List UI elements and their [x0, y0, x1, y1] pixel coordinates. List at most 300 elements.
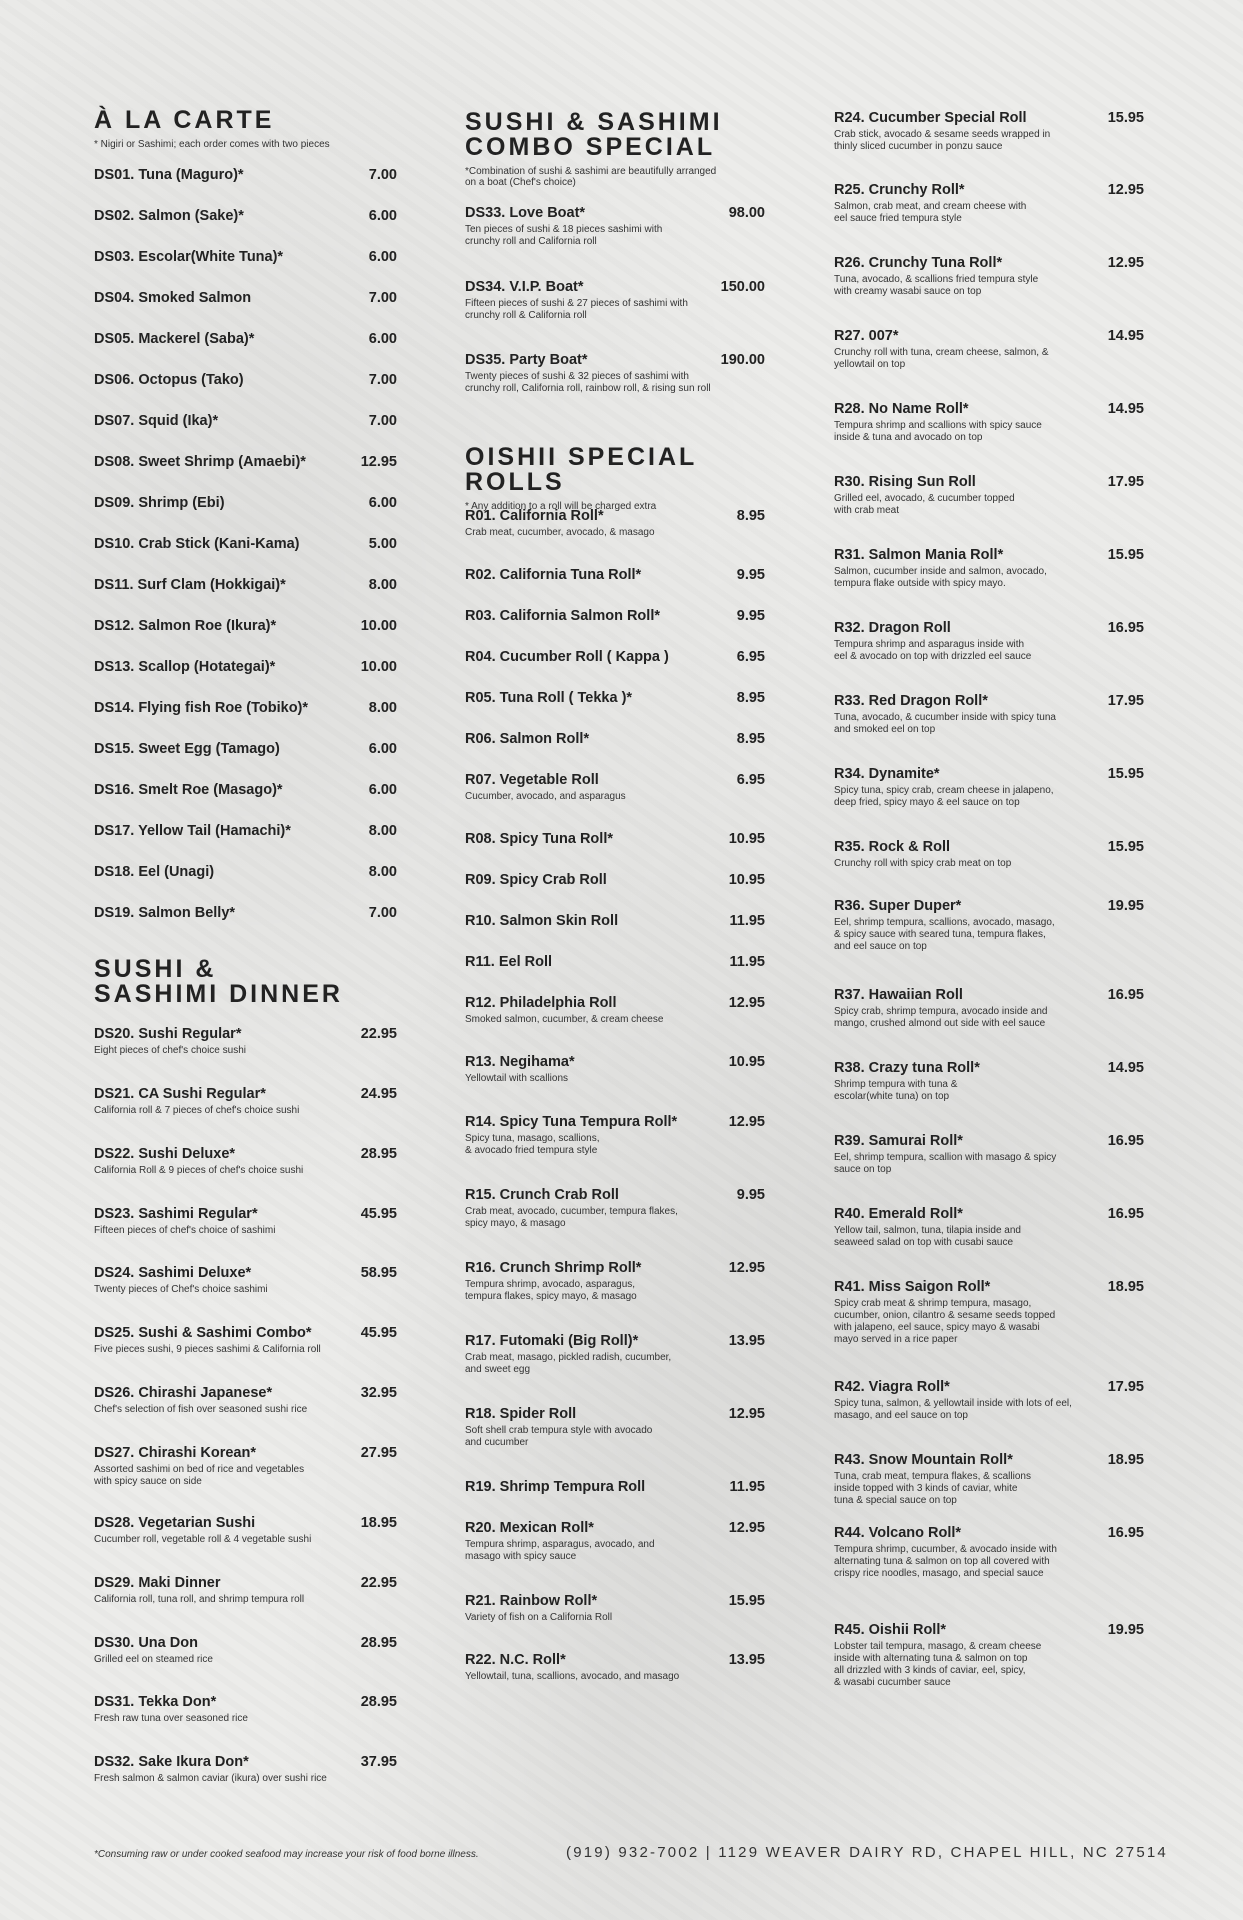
menu-item-price: 11.95 [729, 1479, 765, 1495]
menu-item-description: Yellowtail with scallions [465, 1073, 569, 1084]
menu-item-name: DS15. Sweet Egg (Tamago) [94, 741, 280, 757]
menu-item [834, 898, 1144, 953]
menu-item [94, 1385, 397, 1416]
menu-item [834, 182, 1144, 225]
menu-item-name: R30. Rising Sun Roll [834, 474, 976, 490]
menu-item-row [834, 693, 1144, 709]
menu-item-row [94, 700, 397, 716]
menu-item-name: R24. Cucumber Special Roll [834, 110, 1027, 126]
menu-item-row [94, 1754, 397, 1770]
menu-item-name: DS35. Party Boat* [465, 352, 588, 368]
menu-item-name: DS19. Salmon Belly* [94, 905, 236, 921]
menu-item-row [465, 1479, 765, 1495]
dinner-heading: SUSHI & SASHIMI DINNER [94, 955, 343, 1008]
menu-item [465, 1114, 765, 1157]
menu-item-name: R12. Philadelphia Roll [465, 995, 617, 1011]
menu-item [94, 700, 397, 716]
menu-item-row [834, 401, 1144, 417]
menu-item-name: R33. Red Dragon Roll* [834, 693, 988, 709]
menu-item-price: 28.95 [360, 1694, 397, 1710]
menu-item-price: 16.95 [1107, 620, 1144, 636]
menu-item-description: Tuna, crab meat, tempura flakes, & scallions inside topped with 3 kinds of caviar, white tuna & special sauce on top [834, 1471, 1031, 1506]
combo-heading: SUSHI & SASHIMI COMBO SPECIAL [465, 108, 723, 161]
menu-item-description: Variety of fish on a California Roll [465, 1612, 613, 1623]
menu-item-description: Eel, shrimp tempura, scallions, avocado, masago, & spicy sauce with seared tuna, tempura flakes, and eel sauce on top [834, 917, 1055, 952]
menu-item [94, 1694, 397, 1725]
menu-item [834, 474, 1144, 517]
menu-item-name: R03. California Salmon Roll* [465, 608, 660, 624]
menu-item-name: DS07. Squid (Ika)* [94, 413, 219, 429]
menu-item-description: Tempura shrimp, asparagus, avocado, and masago with spicy sauce [465, 1539, 655, 1562]
menu-item-description: Eight pieces of chef's choice sushi [94, 1045, 246, 1056]
menu-item [834, 693, 1144, 736]
menu-item-name: R44. Volcano Roll* [834, 1525, 962, 1541]
menu-item-price: 7.00 [368, 372, 397, 388]
menu-item [94, 413, 397, 429]
menu-item-name: DS20. Sushi Regular* [94, 1026, 242, 1042]
rolls-heading: OISHII SPECIAL ROLLS [465, 443, 697, 496]
menu-item-name: R39. Samurai Roll* [834, 1133, 963, 1149]
menu-item [834, 1379, 1144, 1422]
menu-item [94, 864, 397, 880]
menu-item-row [834, 1622, 1144, 1638]
menu-item-name: R21. Rainbow Roll* [465, 1593, 598, 1609]
alacarte-note: * Nigiri or Sashimi; each order comes with two pieces [94, 139, 330, 150]
menu-item-row [465, 1054, 765, 1070]
menu-item-price: 12.95 [728, 1260, 765, 1276]
menu-item-name: DS34. V.I.P. Boat* [465, 279, 584, 295]
menu-item-name: R36. Super Duper* [834, 898, 962, 914]
menu-item-name: R43. Snow Mountain Roll* [834, 1452, 1013, 1468]
menu-item-price: 10.95 [728, 872, 765, 888]
menu-item-description: Fresh salmon & salmon caviar (ikura) over sushi rice [94, 1773, 327, 1784]
menu-item-price: 6.00 [368, 331, 397, 347]
menu-item [94, 331, 397, 347]
menu-item-row [834, 255, 1144, 271]
menu-item-description: Tuna, avocado, & cucumber inside with spicy tuna and smoked eel on top [834, 712, 1056, 735]
menu-item-name: R31. Salmon Mania Roll* [834, 547, 1004, 563]
menu-item-description: Tempura shrimp and scallions with spicy sauce inside & tuna and avocado on top [834, 420, 1042, 443]
menu-item [834, 401, 1144, 444]
menu-item-price: 22.95 [360, 1026, 397, 1042]
menu-item-row [94, 290, 397, 306]
menu-item [465, 352, 765, 395]
menu-item-name: DS01. Tuna (Maguro)* [94, 167, 244, 183]
menu-item-price: 6.00 [368, 741, 397, 757]
menu-item-price: 9.95 [736, 608, 765, 624]
menu-item-name: R20. Mexican Roll* [465, 1520, 594, 1536]
menu-item-name: DS16. Smelt Roe (Masago)* [94, 782, 283, 798]
menu-item [94, 495, 397, 511]
menu-item-description: Fresh raw tuna over seasoned rice [94, 1713, 248, 1724]
menu-item-row [465, 205, 765, 221]
menu-item-price: 16.95 [1107, 987, 1144, 1003]
menu-item [94, 167, 397, 183]
menu-item-name: R07. Vegetable Roll [465, 772, 599, 788]
menu-item-description: Crab meat, avocado, cucumber, tempura flakes, spicy mayo, & masago [465, 1206, 678, 1229]
menu-item-price: 19.95 [1107, 898, 1144, 914]
menu-item-row [94, 905, 397, 921]
menu-item-description: Grilled eel on steamed rice [94, 1654, 213, 1665]
menu-item [465, 954, 765, 970]
menu-item-name: R11. Eel Roll [465, 954, 553, 970]
menu-item-row [94, 1325, 397, 1341]
menu-item-name: DS23. Sashimi Regular* [94, 1206, 258, 1222]
menu-item-description: Spicy tuna, spicy crab, cream cheese in jalapeno, deep fried, spicy mayo & eel sauce on top [834, 785, 1054, 808]
menu-item-name: R01. California Roll* [465, 508, 604, 524]
menu-item-row [94, 167, 397, 183]
menu-item-row [465, 872, 765, 888]
menu-item-price: 24.95 [360, 1086, 397, 1102]
menu-item [94, 905, 397, 921]
menu-item [834, 1060, 1144, 1103]
menu-item-price: 9.95 [736, 1187, 765, 1203]
menu-item-price: 12.95 [728, 995, 765, 1011]
menu-item-price: 19.95 [1107, 1622, 1144, 1638]
menu-item [834, 1206, 1144, 1249]
menu-item-price: 10.00 [360, 618, 397, 634]
menu-item-name: DS26. Chirashi Japanese* [94, 1385, 273, 1401]
menu-item-description: Soft shell crab tempura style with avocado and cucumber [465, 1425, 653, 1448]
menu-item-description: California Roll & 9 pieces of chef's choice sushi [94, 1165, 304, 1176]
menu-item-row [834, 987, 1144, 1003]
menu-item-description: Spicy crab, shrimp tempura, avocado inside and mango, crushed almond out side with eel sauce [834, 1006, 1048, 1029]
menu-item-price: 14.95 [1107, 1060, 1144, 1076]
menu-item-row [465, 772, 765, 788]
menu-item-name: R25. Crunchy Roll* [834, 182, 965, 198]
menu-item-description: Yellow tail, salmon, tuna, tilapia inside and seaweed salad on top with cusabi sauce [834, 1225, 1021, 1248]
menu-item-price: 15.95 [1107, 110, 1144, 126]
menu-item-row [834, 182, 1144, 198]
menu-item-name: R35. Rock & Roll [834, 839, 951, 855]
menu-item-row [94, 1445, 397, 1461]
menu-item [834, 110, 1144, 153]
menu-item-row [94, 823, 397, 839]
menu-item-price: 8.00 [368, 864, 397, 880]
menu-item-row [465, 567, 765, 583]
menu-item [94, 1515, 397, 1546]
menu-item-price: 12.95 [728, 1114, 765, 1130]
menu-item [465, 1479, 765, 1495]
menu-item [94, 659, 397, 675]
menu-item-name: DS11. Surf Clam (Hokkigai)* [94, 577, 286, 593]
menu-item-price: 7.00 [368, 905, 397, 921]
menu-item-name: DS27. Chirashi Korean* [94, 1445, 256, 1461]
rolls-note: * Any addition to a roll will be charged extra [465, 501, 657, 512]
menu-item-price: 58.95 [360, 1265, 397, 1281]
menu-item-name: DS24. Sashimi Deluxe* [94, 1265, 252, 1281]
menu-item [465, 731, 765, 747]
menu-item-name: DS17. Yellow Tail (Hamachi)* [94, 823, 291, 839]
menu-item-row [94, 1265, 397, 1281]
menu-item-price: 8.00 [368, 700, 397, 716]
menu-item-row [465, 1406, 765, 1422]
menu-item [94, 1635, 397, 1666]
menu-item-name: R18. Spider Roll [465, 1406, 577, 1422]
menu-item [465, 872, 765, 888]
menu-item-price: 14.95 [1107, 328, 1144, 344]
menu-item-price: 37.95 [360, 1754, 397, 1770]
menu-item-price: 13.95 [728, 1652, 765, 1668]
menu-item-name: R10. Salmon Skin Roll [465, 913, 619, 929]
menu-item-price: 14.95 [1107, 401, 1144, 417]
menu-item-price: 32.95 [360, 1385, 397, 1401]
menu-item-name: DS03. Escolar(White Tuna)* [94, 249, 284, 265]
menu-item-price: 8.95 [736, 508, 765, 524]
menu-item-name: R17. Futomaki (Big Roll)* [465, 1333, 639, 1349]
combo-section-head [465, 110, 765, 188]
menu-item-description: Cucumber, avocado, and asparagus [465, 791, 626, 802]
menu-item [834, 987, 1144, 1030]
menu-item-description: Spicy crab meat & shrimp tempura, masago, cucumber, onion, cilantro & sesame seeds topped with jalapeno, eel sauce, spicy mayo & wasabi mayo served in a rice paper [834, 1298, 1056, 1345]
menu-item-name: DS22. Sushi Deluxe* [94, 1146, 236, 1162]
menu-item-row [465, 608, 765, 624]
menu-item-price: 9.95 [736, 567, 765, 583]
menu-item-price: 27.95 [360, 1445, 397, 1461]
menu-item-description: Crab meat, masago, pickled radish, cucumber, and sweet egg [465, 1352, 672, 1375]
menu-item-row [834, 1379, 1144, 1395]
menu-item-description: Yellowtail, tuna, scallions, avocado, and masago [465, 1671, 680, 1682]
menu-item-price: 7.00 [368, 290, 397, 306]
menu-item-name: DS33. Love Boat* [465, 205, 586, 221]
combo-note: *Combination of sushi & sashimi are beautifully arranged on a boat (Chef's choice) [465, 166, 717, 188]
menu-item-price: 45.95 [360, 1325, 397, 1341]
menu-item-row [94, 782, 397, 798]
menu-item-name: R09. Spicy Crab Roll [465, 872, 607, 888]
menu-item-price: 15.95 [728, 1593, 765, 1609]
menu-item [94, 208, 397, 224]
menu-item-description: California roll & 7 pieces of chef's choice sushi [94, 1105, 300, 1116]
menu-item [465, 995, 765, 1026]
menu-item-description: Crab meat, cucumber, avocado, & masago [465, 527, 655, 538]
menu-item-row [465, 279, 765, 295]
menu-item-description: Twenty pieces of sushi & 32 pieces of sashimi with crunchy roll, California roll, rainbow roll, & rising sun roll [465, 371, 711, 394]
menu-item-name: R38. Crazy tuna Roll* [834, 1060, 980, 1076]
menu-item-price: 7.00 [368, 413, 397, 429]
menu-item-price: 12.95 [1107, 182, 1144, 198]
menu-item-name: DS06. Octopus (Tako) [94, 372, 244, 388]
menu-item-name: R42. Viagra Roll* [834, 1379, 950, 1395]
menu-item-name: R15. Crunch Crab Roll [465, 1187, 619, 1203]
footer-contact: (919) 932-7002 | 1129 WEAVER DAIRY RD, CHAPEL HILL, NC 27514 [566, 1844, 1168, 1861]
menu-item-description: Five pieces sushi, 9 pieces sashimi & California roll [94, 1344, 321, 1355]
menu-item [834, 766, 1144, 809]
menu-item-row [94, 1385, 397, 1401]
menu-item-price: 10.95 [728, 831, 765, 847]
menu-item-price: 28.95 [360, 1635, 397, 1651]
menu-item-price: 15.95 [1107, 839, 1144, 855]
menu-item-name: R37. Hawaiian Roll [834, 987, 963, 1003]
menu-item-row [834, 328, 1144, 344]
menu-item-row [834, 898, 1144, 914]
menu-item [834, 328, 1144, 371]
menu-item-name: R14. Spicy Tuna Tempura Roll* [465, 1114, 678, 1130]
menu-item-price: 15.95 [1107, 766, 1144, 782]
menu-item-price: 16.95 [1107, 1133, 1144, 1149]
menu-item-name: DS30. Una Don [94, 1635, 198, 1651]
menu-item-description: Ten pieces of sushi & 18 pieces sashimi with crunchy roll and California roll [465, 224, 663, 247]
menu-item [465, 1333, 765, 1376]
menu-item-name: DS04. Smoked Salmon [94, 290, 252, 306]
menu-item-name: R40. Emerald Roll* [834, 1206, 963, 1222]
menu-item-price: 8.95 [736, 690, 765, 706]
menu-item-price: 18.95 [1107, 1452, 1144, 1468]
menu-item-price: 150.00 [720, 279, 765, 295]
menu-item-row [94, 1515, 397, 1531]
menu-item-description: Spicy tuna, masago, scallions, & avocado fried tempura style [465, 1133, 600, 1156]
menu-item-price: 18.95 [360, 1515, 397, 1531]
menu-item-row [465, 1260, 765, 1276]
menu-item-description: Tempura shrimp and asparagus inside with eel & avocado on top with drizzled eel sauce [834, 639, 1032, 662]
alacarte-section-head [94, 108, 397, 150]
menu-item [465, 1593, 765, 1624]
menu-item-name: R32. Dragon Roll [834, 620, 951, 636]
menu-item-name: R22. N.C. Roll* [465, 1652, 566, 1668]
menu-item [94, 577, 397, 593]
menu-item-description: Chef's selection of fish over seasoned sushi rice [94, 1404, 308, 1415]
menu-item-price: 12.95 [728, 1520, 765, 1536]
menu-item-row [465, 352, 765, 368]
menu-item-row [465, 995, 765, 1011]
menu-item [94, 454, 397, 470]
menu-item-row [94, 1206, 397, 1222]
menu-item-price: 190.00 [720, 352, 765, 368]
menu-item-price: 8.00 [368, 577, 397, 593]
menu-item-description: Tempura shrimp, cucumber, & avocado inside with alternating tuna & salmon on top all covered with crispy rice noodles, masago, and special sauce [834, 1544, 1057, 1579]
menu-item [834, 839, 1144, 870]
menu-item [834, 1525, 1144, 1580]
menu-item [465, 1520, 765, 1563]
menu-item [94, 1445, 397, 1488]
menu-item [94, 1086, 397, 1117]
menu-item-description: Shrimp tempura with tuna & escolar(white tuna) on top [834, 1079, 958, 1102]
menu-item [834, 1133, 1144, 1176]
menu-item-price: 11.95 [729, 954, 765, 970]
menu-item [465, 205, 765, 248]
menu-item-row [834, 1279, 1144, 1295]
menu-item-description: Lobster tail tempura, masago, & cream cheese inside with alternating tuna & salmon on top all drizzled with 3 kinds of caviar, eel, spicy, & wasabi cucumber sauce [834, 1641, 1042, 1688]
menu-item-description: Smoked salmon, cucumber, & cream cheese [465, 1014, 664, 1025]
alacarte-heading: À LA CARTE [94, 106, 275, 134]
menu-item-price: 8.95 [736, 731, 765, 747]
menu-item-name: R04. Cucumber Roll ( Kappa ) [465, 649, 669, 665]
menu-item-name: R05. Tuna Roll ( Tekka )* [465, 690, 633, 706]
menu-item-row [94, 1086, 397, 1102]
menu-item [465, 1652, 765, 1683]
menu-item-row [834, 110, 1144, 126]
menu-item-description: Salmon, crab meat, and cream cheese with eel sauce fried tempura style [834, 201, 1027, 224]
menu-item-row [834, 620, 1144, 636]
menu-item-price: 10.95 [728, 1054, 765, 1070]
menu-item [834, 1452, 1144, 1507]
menu-item-name: R13. Negihama* [465, 1054, 575, 1070]
menu-item-description: Salmon, cucumber inside and salmon, avocado, tempura flake outside with spicy mayo. [834, 566, 1047, 589]
menu-item-price: 6.00 [368, 495, 397, 511]
menu-item-name: DS05. Mackerel (Saba)* [94, 331, 255, 347]
menu-item [94, 741, 397, 757]
menu-item-name: DS31. Tekka Don* [94, 1694, 217, 1710]
menu-item [465, 508, 765, 539]
menu-item-name: DS28. Vegetarian Sushi [94, 1515, 256, 1531]
menu-item-row [834, 547, 1144, 563]
menu-item-row [834, 474, 1144, 490]
menu-item-description: Crab stick, avocado & sesame seeds wrapped in thinly sliced cucumber in ponzu sauce [834, 129, 1051, 152]
menu-item [94, 1206, 397, 1237]
menu-item-price: 8.00 [368, 823, 397, 839]
menu-item-row [94, 331, 397, 347]
menu-item [465, 831, 765, 847]
menu-item-price: 11.95 [729, 913, 765, 929]
menu-item-price: 28.95 [360, 1146, 397, 1162]
menu-item-price: 45.95 [360, 1206, 397, 1222]
menu-item-description: Crunchy roll with tuna, cream cheese, salmon, & yellowtail on top [834, 347, 1049, 370]
menu-item-name: R34. Dynamite* [834, 766, 940, 782]
rolls-section-head [465, 445, 765, 512]
menu-item [94, 1575, 397, 1606]
menu-item-description: Crunchy roll with spicy crab meat on top [834, 858, 1012, 869]
menu-item-row [94, 1694, 397, 1710]
menu-item-row [94, 208, 397, 224]
menu-item [834, 620, 1144, 663]
menu-item-row [834, 1206, 1144, 1222]
menu-item [465, 1260, 765, 1303]
menu-item-name: R06. Salmon Roll* [465, 731, 590, 747]
menu-item-row [94, 372, 397, 388]
menu-item-price: 12.95 [1107, 255, 1144, 271]
menu-item-row [465, 1520, 765, 1536]
menu-item-row [465, 1114, 765, 1130]
menu-item-price: 16.95 [1107, 1206, 1144, 1222]
menu-item-price: 22.95 [360, 1575, 397, 1591]
menu-item-row [94, 1146, 397, 1162]
menu-item-name: DS08. Sweet Shrimp (Amaebi)* [94, 454, 306, 470]
menu-item [465, 1406, 765, 1449]
menu-item-row [465, 913, 765, 929]
menu-item [94, 1026, 397, 1057]
menu-item-price: 15.95 [1107, 547, 1144, 563]
menu-item-row [465, 508, 765, 524]
menu-item-name: R19. Shrimp Tempura Roll [465, 1479, 646, 1495]
menu-item-price: 7.00 [368, 167, 397, 183]
menu-item-price: 12.95 [728, 1406, 765, 1422]
menu-item-description: Grilled eel, avocado, & cucumber topped with crab meat [834, 493, 1015, 516]
menu-item [465, 649, 765, 665]
menu-item [834, 1622, 1144, 1689]
menu-item [465, 913, 765, 929]
menu-item [94, 249, 397, 265]
menu-item-row [465, 831, 765, 847]
menu-item-row [465, 690, 765, 706]
menu-item [465, 1187, 765, 1230]
menu-item-price: 5.00 [368, 536, 397, 552]
menu-item-price: 6.00 [368, 249, 397, 265]
menu-item [94, 1754, 397, 1785]
menu-item-row [465, 1593, 765, 1609]
menu-item-name: DS02. Salmon (Sake)* [94, 208, 244, 224]
menu-item-name: DS32. Sake Ikura Don* [94, 1754, 249, 1770]
menu-item-row [94, 864, 397, 880]
menu-item-row [834, 1452, 1144, 1468]
menu-item-description: Fifteen pieces of chef's choice of sashimi [94, 1225, 276, 1236]
menu-item-row [94, 1635, 397, 1651]
menu-item [94, 1325, 397, 1356]
menu-item-row [94, 577, 397, 593]
menu-item [465, 690, 765, 706]
menu-item-row [465, 1652, 765, 1668]
menu-item-row [94, 741, 397, 757]
menu-item [465, 279, 765, 322]
menu-item-name: R26. Crunchy Tuna Roll* [834, 255, 1003, 271]
